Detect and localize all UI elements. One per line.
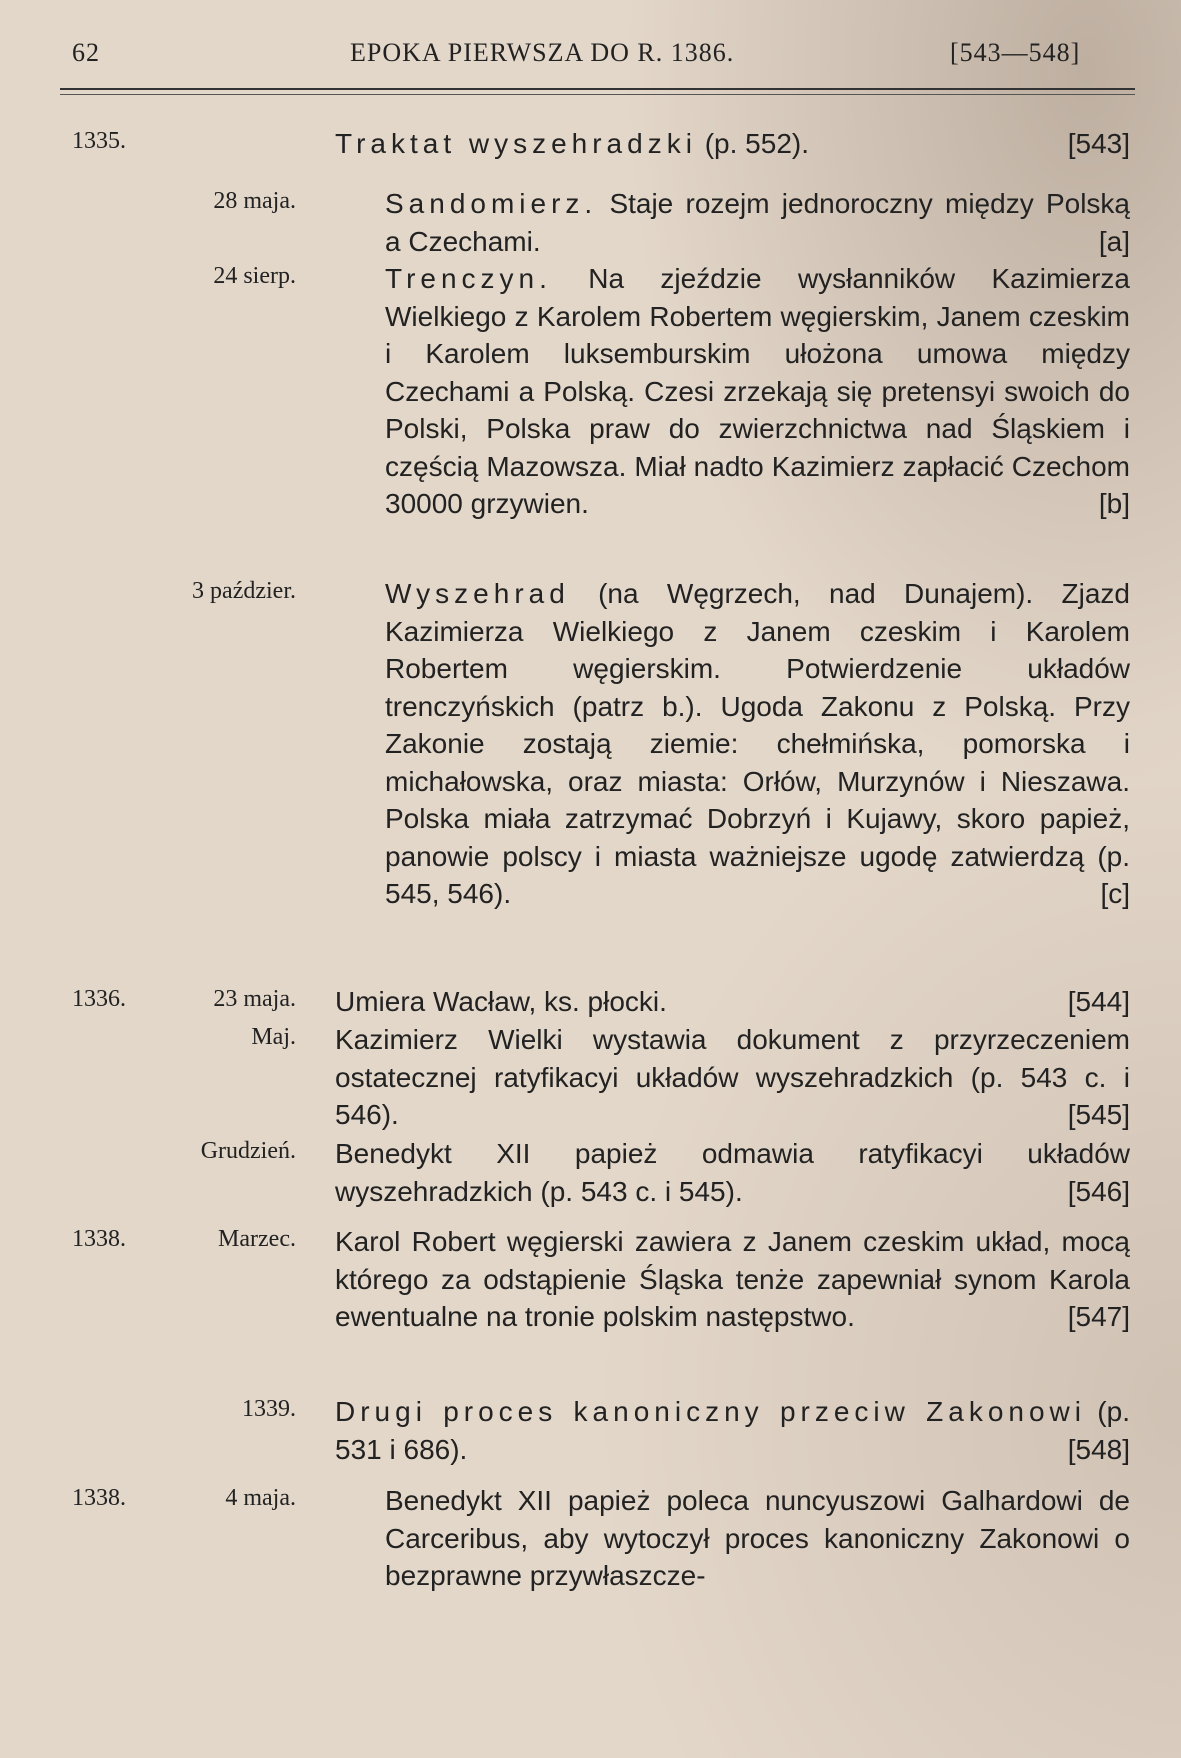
- entry-heading: Sandomierz.: [385, 188, 598, 219]
- entry-heading: Wyszehrad: [385, 578, 570, 609]
- entry-text: [335, 1021, 1130, 1134]
- header-rule-thin: [60, 94, 1135, 95]
- entry-text: [335, 1223, 1130, 1336]
- entry-date: Marzec.: [218, 1226, 296, 1252]
- entry-ref: [548]: [1067, 1433, 1130, 1465]
- entry-heading: Traktat wyszehradzki: [335, 128, 697, 159]
- entry-body: Benedykt XII papież poleca nuncyuszowi Galhardowi de Carceribus, aby wytoczył proces kanoniczny Zakonowi o bezprawne przywłaszcze-: [385, 1485, 1130, 1591]
- entry-text: [385, 185, 1130, 260]
- entry-text: [335, 1393, 1130, 1468]
- entry-ref: [546]: [1067, 1175, 1130, 1207]
- entry-date: 3 paździer.: [192, 578, 296, 604]
- entry-date: 28 maja.: [213, 188, 296, 214]
- entry-year: 1338.: [72, 1226, 126, 1252]
- entry-text: [335, 983, 1130, 1021]
- entry-date: Maj.: [251, 1024, 296, 1050]
- entry-ref: [b]: [1098, 488, 1130, 519]
- entry-text: [335, 125, 1130, 163]
- entry-heading: Trenczyn.: [385, 263, 552, 294]
- entry-body: (na Węgrzech, nad Dunajem). Zjazd Kazimierza Wielkiego z Janem czeskim i Karolem Robertem węgierskim. Potwierdzenie układów trenczyńskich (patrz b.). Ugoda Zakonu z Polską. Przy Zakonie zostają ziemie: chełmińska, pomorska i michałowska, oraz miasta: Orłów, Murzynów i Nieszawa. Polska miała zatrzymać Dobrzyń i Kujawy, skoro papież, panowie polscy i miasta ważniejsze ugodę zatwierdzą (p. 545, 546).: [385, 578, 1130, 909]
- entry-date: 24 sierp.: [213, 263, 296, 289]
- entry-date: Grudzień.: [200, 1138, 296, 1164]
- entry-text: [385, 1482, 1130, 1595]
- entry-heading: Drugi proces kanoniczny przeciw Zakonowi: [335, 1396, 1086, 1427]
- entry-ref: [547]: [1067, 1301, 1130, 1332]
- page-number: 62: [72, 38, 100, 67]
- entry-text: [385, 260, 1130, 523]
- entry-body: Na zjeździe wysłanników Kazimierza Wielkiego z Karolem Robertem węgierskim, Janem czeskim i Karolem luksemburskim ułożona umowa między Czechami a Polską. Czesi zrzekają się pretensyi swoich do Polski, Polska praw do zwierzchnictwa nad Śląskiem i częścią Mazowsza. Miał nadto Kazimierz zapłacić Czechom 30000 grzywien.: [385, 263, 1130, 519]
- entry-text: [385, 575, 1130, 913]
- entry-date: 4 maja.: [225, 1485, 296, 1511]
- entry-ref: [545]: [1067, 1099, 1130, 1130]
- entry-ref: [c]: [1100, 878, 1130, 909]
- entry-body: Karol Robert węgierski zawiera z Janem czeskim układ, mocą którego za odstąpienie Śląska tenże zapewniał synom Karola ewentualne na tronie polskim następstwo.: [335, 1226, 1130, 1332]
- entry-year: 1338.: [72, 1485, 126, 1511]
- entry-body: Umiera Wacław, ks. płocki.: [335, 986, 667, 1017]
- entry-ref: [a]: [1098, 225, 1130, 257]
- running-title: EPOKA PIERWSZA DO R. 1386.: [350, 38, 735, 67]
- entry-text: [335, 1135, 1130, 1210]
- running-head: [72, 38, 1132, 78]
- header-rule: [60, 88, 1135, 90]
- entry-date: 23 maja.: [213, 986, 296, 1012]
- entry-body: Kazimierz Wielki wystawia dokument z przyrzeczeniem ostatecznej ratyfikacyi układów wyszehradzkich (p. 543 c. i 546).: [335, 1024, 1130, 1130]
- entry-date: 1339.: [242, 1396, 296, 1422]
- entry-ref: [543]: [1067, 128, 1130, 159]
- entry-body: (p. 531 i 686).: [335, 1396, 1130, 1465]
- entry-year: 1336.: [72, 986, 126, 1012]
- entry-year: 1335.: [72, 128, 126, 154]
- entry-range: [543—548]: [950, 38, 1081, 67]
- entry-body: (p. 552).: [696, 128, 809, 159]
- entry-ref: [544]: [1067, 986, 1130, 1017]
- entry-body: Benedykt XII papież odmawia ratyfikacyi układów wyszehradzkich (p. 543 c. i 545).: [335, 1138, 1130, 1207]
- entry-body: Staje rozejm jednoroczny między Polską a Czechami.: [385, 188, 1130, 257]
